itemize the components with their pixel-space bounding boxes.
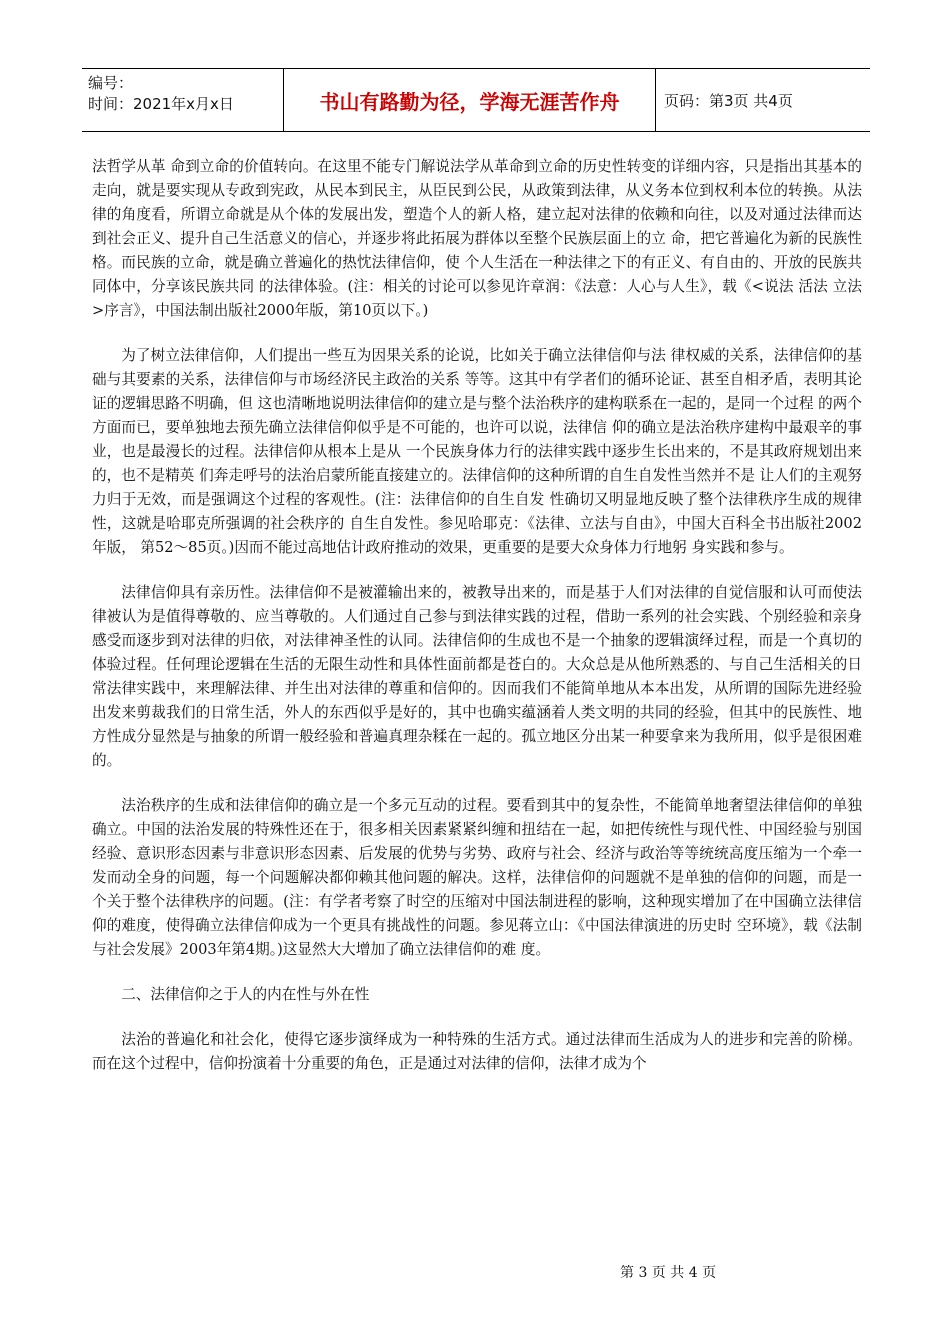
header-motto: 书山有路勤为径，学海无涯苦作舟	[284, 69, 656, 131]
section-heading: 二、法律信仰之于人的内在性与外在性	[121, 986, 370, 1003]
paragraph-3: 法律信仰具有亲历性。法律信仰不是被灌输出来的，被教导出来的，而是基于人们对法律的自觉信服和认可而使法律被认为是值得尊敬的、应当尊敬的。人们通过自己参与到法律实践的过程，借助一系列的社会实践、个别经验和亲身感受而逐步到对法律的归依，对法律神圣性的认同。法律信仰的生成也不是一个抽象的逻辑演绎过程，而是一个真切的体验过程。任何理论逻辑在生活的无限生动性和具体性面前都是苍白的。大众总是从他所熟悉的、与自己生活相关的日常法律实践中，来理解法律、并生出对法律的尊重和信仰的。因而我们不能简单地从本本出发，从所谓的国际先进经验出发来剪裁我们的日常生活，外人的东西似乎是好的，其中也确实蕴涵着人类文明的共同的经验，但其中的民族性、地方性成分显然是与抽象的所谓一般经验和普遍真理杂糅在一起的。孤立地区分出某一种要拿来为我所用，似乎是很困难的。	[92, 584, 862, 769]
page-header	[82, 68, 870, 132]
paragraph-5: 法治的普遍化和社会化，使得它逐步演绎成为一种特殊的生活方式。通过法律而生活成为人的进步和完善的阶梯。而在这个过程中，信仰扮演着十分重要的角色，正是通过对法律的信仰，法律才成为个	[92, 1031, 862, 1072]
document-time-label: 时间：2021年x月x日	[88, 95, 234, 113]
header-page-number: 页码：第3页 共4页	[664, 91, 793, 110]
paragraph-4: 法治秩序的生成和法律信仰的确立是一个多元互动的过程。要看到其中的复杂性，不能简单地奢望法律信仰的单独确立。中国的法治发展的特殊性还在于，很多相关因素紧紧纠缠和扭结在一起，如把传统性与现代性、中国经验与别国经验、意识形态因素与非意识形态因素、后发展的优势与劣势、政府与社会、经济与政治等等统统高度压缩为一个牵一发而动全身的问题，每一个问题解决都仰赖其他问题的解决。这样，法律信仰的问题就不是单独的信仰的问题，而是一个关于整个法律秩序的问题。(注：有学者考察了时空的压缩对中国法制进程的影响，这种现实增加了在中国确立法律信仰的难度，使得确立法律信仰成为一个更具有挑战性的问题。参见蒋立山：《中国法律演进的历史时 空环境》，载《法制与社会发展》2003年第4期。)这显然大大增加了确立法律信仰的难 度。	[92, 797, 862, 958]
paragraph-2: 为了树立法律信仰，人们提出一些互为因果关系的论说，比如关于确立法律信仰与法 律权威的关系，法律信仰的基础与其要素的关系，法律信仰与市场经济民主政治的关系 等等。这其中有学者们的循环论证、甚至自相矛盾，表明其论证的逻辑思路不明确，但 这也清晰地说明法律信仰的建立是与整个法治秩序的建构联系在一起的，是同一个过程 的两个方面而已，要单独地去预先确立法律信仰似乎是不可能的，也许可以说，法律信 仰的确立是法治秩序建构中最艰辛的事业，也是最漫长的过程。法律信仰从根本上是从 一个民族身体力行的法律实践中逐步生长出来的，不是其政府规划出来的，也不是精英 们奔走呼号的法治启蒙所能直接建立的。法律信仰的这种所谓的自生自发性当然并不是 让人们的主观努力归于无效，而是强调这个过程的客观性。(注：法律信仰的自生自发 性确切又明显地反映了整个法律秩序生成的规律性，这就是哈耶克所强调的社会秩序的 自生自发性。参见哈耶克：《法律、立法与自由》，中国大百科全书出版社2002年版， 第52～85页。)因而不能过高地估计政府推动的效果，更重要的是要大众身体力行地躬 身实践和参与。	[92, 347, 862, 556]
document-number-label: 编号：	[88, 74, 134, 92]
document-body	[92, 155, 862, 1076]
header-meta	[82, 69, 284, 131]
paragraph-1: 法哲学从革 命到立命的价值转向。在这里不能专门解说法学从革命到立命的历史性转变的详细内容，只是指出其基本的走向，就是要实现从专政到宪政，从民本到民主，从臣民到公民，从政策到法律，从义务本位到权利本位的转换。从法律的角度看，所谓立命就是从个体的发展出发，塑造个人的新人格，建立起对法律的依赖和向往，以及对通过法律而达到社会正义、提升自己生活意义的信心，并逐步将此拓展为群体以至整个民族层面上的立 命，把它普遍化为新的民族性格。而民族的立命，就是确立普遍化的热忱法律信仰，使 个人生活在一种法律之下的有正义、有自由的、开放的民族共同体中，分享该民族共同 的法律体验。(注：相关的讨论可以参见许章润：《法意：人心与人生》，载《<说法 活法 立法>序言》，中国法制出版社2000年版，第10页以下。)	[92, 158, 862, 319]
page-footer: 第 3 页 共 4 页	[620, 1265, 717, 1281]
